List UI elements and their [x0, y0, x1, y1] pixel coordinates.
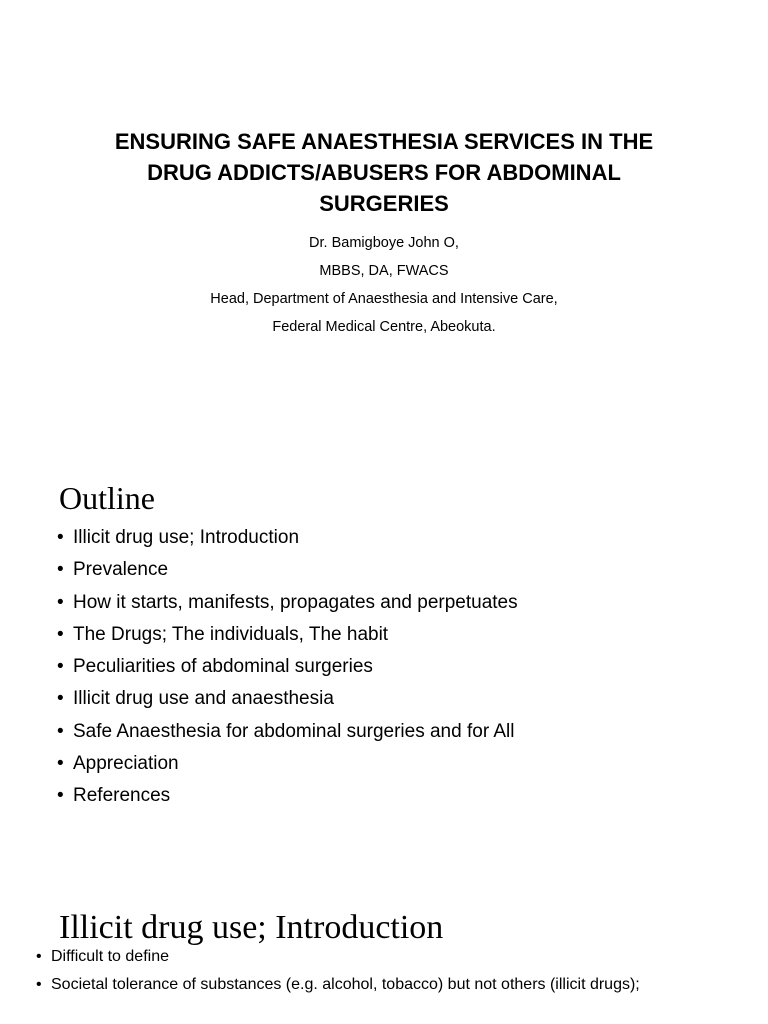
- list-item: [57, 619, 518, 651]
- list-item: [57, 587, 518, 619]
- list-item: [57, 683, 518, 715]
- list-item-text: Illicit drug use and anaesthesia: [73, 688, 334, 710]
- bullet-icon: •: [57, 688, 64, 710]
- list-item-text: How it starts, manifests, propagates and perpetuates: [73, 591, 518, 613]
- list-item-text: Difficult to define: [51, 948, 169, 965]
- list-item-text: Appreciation: [73, 753, 179, 775]
- author-position: Head, Department of Anaesthesia and Intensive Care,: [210, 291, 558, 307]
- list-item-text: Prevalence: [73, 559, 169, 581]
- list-item-text: Societal tolerance of substances (e.g. alcohol, tobacco) but not others (illicit drugs);: [51, 976, 640, 993]
- list-item: [57, 651, 518, 683]
- list-item: [36, 946, 676, 967]
- list-item-text: References: [73, 785, 171, 807]
- list-item-text: Safe Anaesthesia for abdominal surgeries and for All: [73, 720, 515, 742]
- author-qualifications: MBBS, DA, FWACS: [319, 263, 449, 279]
- list-item-text: The Drugs; The individuals, The habit: [73, 623, 389, 645]
- intro-list: [36, 946, 676, 1002]
- bullet-icon: •: [57, 785, 64, 807]
- list-item: [57, 554, 518, 586]
- list-item-text: Peculiarities of abdominal surgeries: [73, 656, 373, 678]
- bullet-icon: •: [57, 591, 64, 613]
- list-item: [57, 716, 518, 748]
- bullet-icon: •: [36, 976, 42, 993]
- bullet-icon: •: [57, 753, 64, 775]
- list-item: [57, 522, 518, 554]
- presentation-title: ENSURING SAFE ANAESTHESIA SERVICES IN THE DRUG ADDICTS/ABUSERS FOR ABDOMINAL SURGERIES: [114, 129, 654, 216]
- intro-title: Illicit drug use; Introduction: [59, 909, 444, 946]
- author-block: [84, 229, 684, 341]
- list-item-text: Illicit drug use; Introduction: [73, 527, 300, 548]
- bullet-icon: •: [57, 720, 64, 742]
- bullet-icon: •: [57, 527, 64, 548]
- bullet-icon: •: [36, 948, 42, 965]
- bullet-icon: •: [57, 559, 64, 581]
- list-item: [57, 748, 518, 780]
- bullet-icon: •: [57, 623, 64, 645]
- outline-slide: [0, 440, 768, 880]
- outline-list: [57, 522, 518, 813]
- title-slide: [0, 0, 768, 440]
- intro-slide: [0, 880, 768, 1024]
- author-name: Dr. Bamigboye John O,: [309, 235, 459, 251]
- list-item: [57, 780, 518, 812]
- list-item: [36, 974, 676, 995]
- author-institution: Federal Medical Centre, Abeokuta.: [272, 319, 496, 335]
- bullet-icon: •: [57, 656, 64, 678]
- outline-title: Outline: [59, 480, 155, 516]
